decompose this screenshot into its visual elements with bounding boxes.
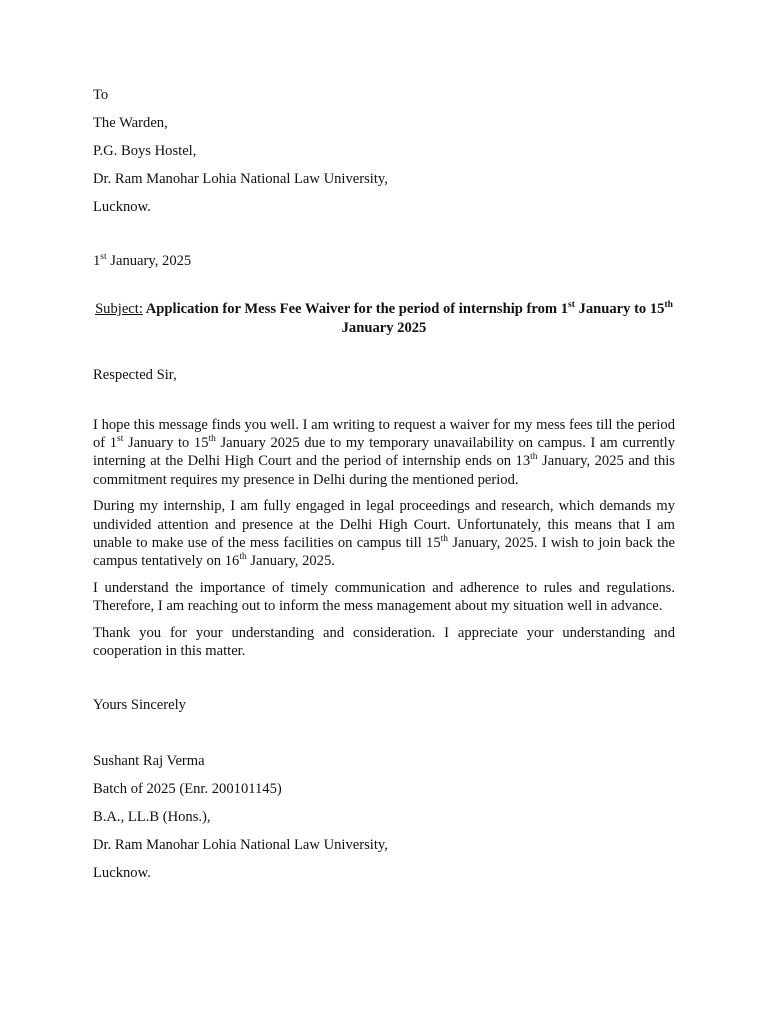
signature-block — [93, 750, 675, 890]
salutation: Respected Sir, — [93, 367, 177, 383]
recipient-hostel: P.G. Boys Hostel, — [93, 143, 197, 159]
body-paragraph-4: Thank you for your understanding and consideration. I appreciate your understanding and cooperation in this matter. — [93, 624, 675, 659]
subject-label: Subject: — [95, 301, 143, 317]
signature-name: Sushant Raj Verma — [93, 752, 205, 769]
body-paragraph-2: During my internship, I am fully engaged in legal proceedings and research, which demands my undivided attention and presence at the Delhi High Court. Unfortunately, this means that I am unable to make use of the mess facilities on campus till 15th January, 2025. I wish to join back the campus tentatively on 16th January, 2025. — [93, 498, 675, 569]
signature-university: Dr. Ram Manohar Lohia National Law University, — [93, 836, 388, 853]
body-paragraph-1: I hope this message finds you well. I am writing to request a waiver for my mess fees till the period of 1st January to 15th January 2025 due to my temporary unavailability on campus. I am currently interning at the Delhi High Court and the period of internship ends on 13th January, 2025 and this commitment requires my presence in Delhi during the mentioned period. — [93, 417, 676, 488]
letter-body — [93, 416, 675, 660]
recipient-university: Dr. Ram Manohar Lohia National Law University, — [93, 171, 388, 187]
signature-city: Lucknow. — [93, 864, 151, 881]
body-paragraph-3: I understand the importance of timely communication and adherence to rules and regulations. Therefore, I am reaching out to inform the mess management about my situation well in advance. — [93, 579, 675, 614]
signature-batch: Batch of 2025 (Enr. 200101145) — [93, 780, 282, 797]
recipient-city: Lucknow. — [93, 199, 151, 215]
recipient-title: The Warden, — [93, 115, 168, 131]
letter — [93, 84, 675, 890]
subject-line: Subject: Application for Mess Fee Waiver for the period of internship from 1st January to 15th January 2025 — [95, 300, 673, 336]
to-label: To — [93, 87, 109, 103]
signature-degree: B.A., LL.B (Hons.), — [93, 808, 211, 825]
letter-date: 1st January, 2025 — [93, 252, 192, 269]
closing: Yours Sincerely — [93, 696, 186, 713]
recipient-block — [93, 84, 675, 224]
